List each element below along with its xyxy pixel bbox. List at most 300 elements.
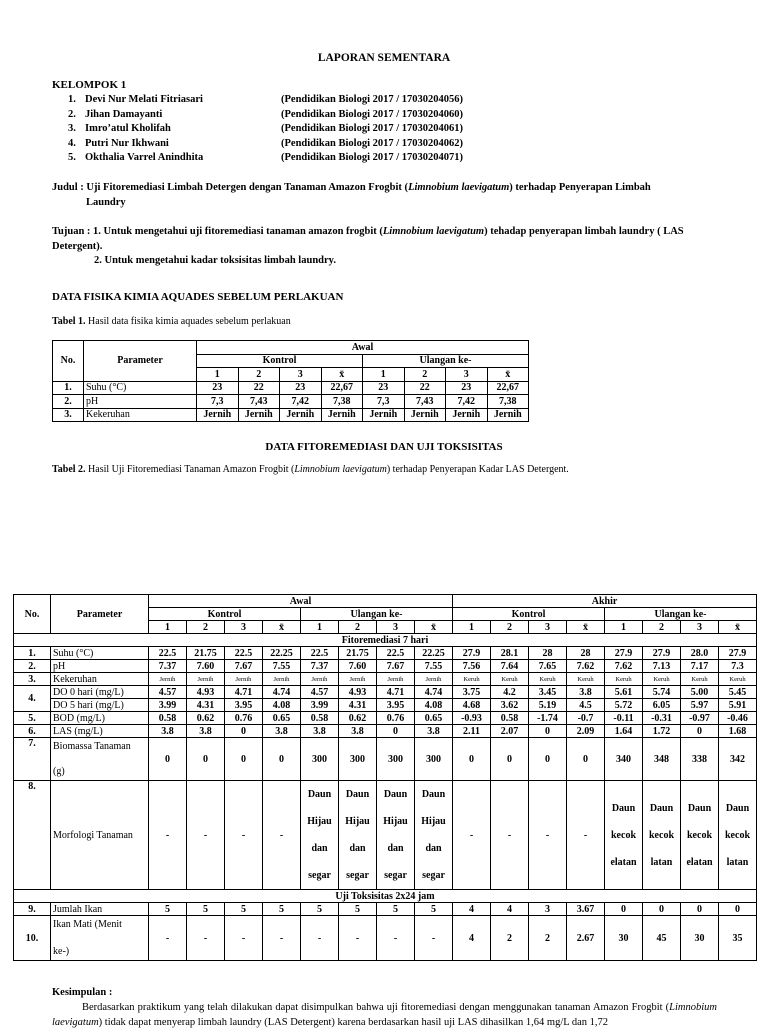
data-cell: Keruh bbox=[567, 673, 605, 686]
sub-header: x̄ bbox=[719, 621, 757, 634]
data-cell: 1.64 bbox=[605, 725, 643, 738]
data-line: kecok bbox=[725, 829, 750, 841]
section-label: Uji Toksisitas 2x24 jam bbox=[14, 890, 757, 903]
member-name: Okthalia Varrel Anindhita bbox=[85, 152, 204, 163]
data-cell: 21.75 bbox=[187, 647, 225, 660]
table-row bbox=[14, 781, 757, 890]
data-cell: -0.46 bbox=[719, 712, 757, 725]
sub-header: 3 bbox=[529, 621, 567, 634]
col-header-kontrol: Kontrol bbox=[453, 608, 605, 621]
sub-header: 2 bbox=[187, 621, 225, 634]
col-header-ulangan: Ulangan ke- bbox=[363, 354, 529, 368]
row-number: 9. bbox=[14, 903, 51, 916]
table-row bbox=[14, 647, 757, 660]
data-cell: 4.93 bbox=[187, 686, 225, 699]
table-row bbox=[14, 660, 757, 673]
row-parameter: DO 0 hari (mg/L) bbox=[51, 686, 149, 699]
data-cell: - bbox=[149, 916, 187, 961]
data-cell: 22 bbox=[238, 381, 280, 395]
data-cell: 22 bbox=[404, 381, 446, 395]
sub-header: 1 bbox=[197, 368, 239, 382]
data-cell: 22,67 bbox=[487, 381, 529, 395]
data-cell: 45 bbox=[643, 916, 681, 961]
data-cell bbox=[149, 781, 187, 890]
data-cell: Jernih bbox=[197, 408, 239, 422]
table1-caption bbox=[52, 316, 291, 327]
data-cell: 0.76 bbox=[377, 712, 415, 725]
data-cell: 3.62 bbox=[491, 699, 529, 712]
data-cell: 7,43 bbox=[238, 395, 280, 409]
data-cell: 4.57 bbox=[149, 686, 187, 699]
species-name: Limnobium laevigatum bbox=[408, 182, 510, 193]
data-cell: 5.74 bbox=[643, 686, 681, 699]
data-cell: 300 bbox=[415, 738, 453, 781]
data-cell: 7.37 bbox=[301, 660, 339, 673]
sub-header: 1 bbox=[453, 621, 491, 634]
data-cell: 300 bbox=[301, 738, 339, 781]
data-cell: Jernih bbox=[263, 673, 301, 686]
data-cell: 3.8 bbox=[187, 725, 225, 738]
data-cell: 4.74 bbox=[263, 686, 301, 699]
row-number: 10. bbox=[14, 916, 51, 961]
caption-text: Hasil Uji Fitoremediasi Tanaman Amazon Frogbit ( bbox=[85, 464, 295, 475]
data-cell bbox=[529, 781, 567, 890]
data-cell: 0.62 bbox=[339, 712, 377, 725]
data-cell: 348 bbox=[643, 738, 681, 781]
data-cell: 0 bbox=[681, 725, 719, 738]
data-cell: 5 bbox=[377, 903, 415, 916]
data-cell: 338 bbox=[681, 738, 719, 781]
row-parameter: Kekeruhan bbox=[51, 673, 149, 686]
data-cell: 7.13 bbox=[643, 660, 681, 673]
tujuan-text: Tujuan : 1. Untuk mengetahui uji fitoremediasi tanaman amazon frogbit ( bbox=[52, 226, 383, 237]
row-number: 3. bbox=[53, 408, 84, 422]
data-cell: 0 bbox=[225, 738, 263, 781]
data-cell: 0 bbox=[453, 738, 491, 781]
data-cell: -0.7 bbox=[567, 712, 605, 725]
data-line: - bbox=[583, 829, 588, 841]
data-cell: 5 bbox=[415, 903, 453, 916]
data-cell: 7.56 bbox=[453, 660, 491, 673]
data-cell bbox=[567, 781, 605, 890]
data-cell: 30 bbox=[681, 916, 719, 961]
col-header-kontrol: Kontrol bbox=[149, 608, 301, 621]
member-program: (Pendidikan Biologi 2017 / 17030204060) bbox=[281, 108, 464, 120]
member-program: (Pendidikan Biologi 2017 / 17030204071) bbox=[281, 152, 464, 163]
param-line-1: Ikan Mati (Menit bbox=[53, 919, 122, 930]
data-cell: 0 bbox=[605, 903, 643, 916]
data-cell: 7.60 bbox=[339, 660, 377, 673]
data-cell: 0 bbox=[643, 903, 681, 916]
data-line: Daun bbox=[383, 789, 408, 800]
species-name: Limnobium laevigatum bbox=[52, 1002, 717, 1028]
data-cell: Keruh bbox=[605, 673, 643, 686]
param-line-2: (g) bbox=[53, 766, 65, 777]
tujuan-line2: 2. Untuk mengetahui kadar toksisitas limbah laundry. bbox=[94, 255, 336, 266]
data-cell: 4.71 bbox=[377, 686, 415, 699]
data-cell: Jernih bbox=[280, 408, 322, 422]
data-cell: 27.9 bbox=[453, 647, 491, 660]
row-parameter bbox=[51, 916, 149, 961]
data-cell: 22,67 bbox=[321, 381, 363, 395]
data-cell: -0.97 bbox=[681, 712, 719, 725]
data-cell: Jernih bbox=[149, 673, 187, 686]
data-cell: 0 bbox=[681, 903, 719, 916]
data-cell: 5.72 bbox=[605, 699, 643, 712]
data-cell: Jernih bbox=[377, 673, 415, 686]
sub-header: 2 bbox=[643, 621, 681, 634]
data-line: dan bbox=[425, 843, 442, 854]
data-cell: 1.72 bbox=[643, 725, 681, 738]
data-cell: Jernih bbox=[321, 408, 363, 422]
data-line: Daun bbox=[649, 802, 674, 814]
data-cell: 30 bbox=[605, 916, 643, 961]
table-1 bbox=[52, 340, 529, 422]
data-cell: 7.65 bbox=[529, 660, 567, 673]
sub-header: 2 bbox=[404, 368, 446, 382]
data-cell bbox=[225, 781, 263, 890]
data-cell: 22.5 bbox=[225, 647, 263, 660]
data-cell: 0.62 bbox=[187, 712, 225, 725]
data-cell: 5 bbox=[339, 903, 377, 916]
data-cell: 0 bbox=[263, 738, 301, 781]
sub-header: 1 bbox=[605, 621, 643, 634]
sub-header: x̄ bbox=[567, 621, 605, 634]
table-2 bbox=[13, 594, 757, 961]
data-cell: 27.9 bbox=[605, 647, 643, 660]
sub-header: 2 bbox=[339, 621, 377, 634]
data-cell: 0.58 bbox=[491, 712, 529, 725]
section-heading-1: DATA FISIKA KIMIA AQUADES SEBELUM PERLAKUAN bbox=[52, 291, 344, 303]
row-number: 2. bbox=[14, 660, 51, 673]
row-number: 8. bbox=[14, 781, 51, 890]
data-cell: - bbox=[263, 916, 301, 961]
table-row bbox=[53, 395, 529, 409]
data-cell: 3.8 bbox=[263, 725, 301, 738]
data-cell: 3 bbox=[529, 903, 567, 916]
sub-header: x̄ bbox=[415, 621, 453, 634]
data-cell: 7,43 bbox=[404, 395, 446, 409]
data-line: Daun bbox=[725, 802, 750, 814]
table-row bbox=[53, 381, 529, 395]
data-cell: 4.31 bbox=[187, 699, 225, 712]
data-cell: 3.45 bbox=[529, 686, 567, 699]
section-heading-2: DATA FITOREMEDIASI DAN UJI TOKSISITAS bbox=[265, 441, 503, 453]
data-cell: 0 bbox=[719, 903, 757, 916]
data-cell: 0 bbox=[567, 738, 605, 781]
data-cell: 4 bbox=[491, 903, 529, 916]
member-program: (Pendidikan Biologi 2017 / 17030204062) bbox=[281, 137, 464, 149]
data-cell: 342 bbox=[719, 738, 757, 781]
col-header-kontrol: Kontrol bbox=[197, 354, 363, 368]
row-number: 6. bbox=[14, 725, 51, 738]
data-cell: 7,42 bbox=[280, 395, 322, 409]
row-parameter: Suhu (°C) bbox=[84, 381, 197, 395]
data-line: - bbox=[165, 829, 170, 841]
data-cell: 7,38 bbox=[487, 395, 529, 409]
data-cell: 23 bbox=[280, 381, 322, 395]
data-cell: 3.99 bbox=[301, 699, 339, 712]
sub-header: 1 bbox=[301, 621, 339, 634]
table-row bbox=[14, 686, 757, 699]
data-cell: 22.5 bbox=[377, 647, 415, 660]
sub-header: x̄ bbox=[321, 368, 363, 382]
caption-label: Tabel 1. bbox=[52, 316, 86, 327]
caption-text-end: ) terhadap Penyerapan Kadar LAS Detergent. bbox=[386, 464, 569, 475]
data-cell: 3.95 bbox=[225, 699, 263, 712]
data-cell: 23 bbox=[197, 381, 239, 395]
data-cell: 21.75 bbox=[339, 647, 377, 660]
row-number: 2. bbox=[53, 395, 84, 409]
row-number: 4. bbox=[14, 686, 51, 712]
data-line: Hijau bbox=[307, 816, 332, 827]
data-line: Daun bbox=[345, 789, 370, 800]
data-cell: 3.8 bbox=[567, 686, 605, 699]
data-cell: 35 bbox=[719, 916, 757, 961]
data-cell: Jernih bbox=[187, 673, 225, 686]
data-cell: 5 bbox=[263, 903, 301, 916]
data-cell bbox=[643, 781, 681, 890]
data-cell: 4.5 bbox=[567, 699, 605, 712]
data-cell: 4.57 bbox=[301, 686, 339, 699]
group-label: KELOMPOK 1 bbox=[52, 79, 127, 91]
data-cell: - bbox=[225, 916, 263, 961]
sub-header: x̄ bbox=[487, 368, 529, 382]
row-parameter: DO 5 hari (mg/L) bbox=[51, 699, 149, 712]
data-cell: -0.93 bbox=[453, 712, 491, 725]
data-cell: 4.74 bbox=[415, 686, 453, 699]
table-row bbox=[14, 712, 757, 725]
data-cell bbox=[453, 781, 491, 890]
data-cell: 0.58 bbox=[149, 712, 187, 725]
data-cell: 5 bbox=[187, 903, 225, 916]
data-cell: 7.62 bbox=[567, 660, 605, 673]
data-line: elatan bbox=[610, 856, 637, 868]
col-header-awal: Awal bbox=[149, 595, 453, 608]
data-cell: 300 bbox=[377, 738, 415, 781]
data-cell: 27.9 bbox=[643, 647, 681, 660]
row-parameter: Kekeruhan bbox=[84, 408, 197, 422]
conclusion-paragraph bbox=[52, 1001, 717, 1030]
col-header-akhir: Akhir bbox=[453, 595, 757, 608]
row-parameter: pH bbox=[51, 660, 149, 673]
data-line: - bbox=[203, 829, 208, 841]
table-row bbox=[14, 699, 757, 712]
data-cell: Keruh bbox=[719, 673, 757, 686]
data-cell: 7.55 bbox=[263, 660, 301, 673]
data-cell: 3.8 bbox=[149, 725, 187, 738]
member-name: Imro’atul Kholifah bbox=[85, 123, 171, 134]
table-row bbox=[14, 725, 757, 738]
row-number: 1. bbox=[14, 647, 51, 660]
data-line: - bbox=[507, 829, 512, 841]
caption-label: Tabel 2. bbox=[52, 464, 86, 475]
data-cell: 7.37 bbox=[149, 660, 187, 673]
data-cell: 2.11 bbox=[453, 725, 491, 738]
data-cell: 3.67 bbox=[567, 903, 605, 916]
data-line: Hijau bbox=[345, 816, 370, 827]
data-line: elatan bbox=[686, 856, 713, 868]
data-cell: 0 bbox=[529, 725, 567, 738]
conclusion-title: Kesimpulan : bbox=[52, 987, 113, 998]
data-line: Daun bbox=[307, 789, 332, 800]
sub-header: 1 bbox=[363, 368, 405, 382]
data-cell: 7.3 bbox=[719, 660, 757, 673]
data-cell: 7.60 bbox=[187, 660, 225, 673]
data-line: dan bbox=[311, 843, 328, 854]
data-cell: 7.55 bbox=[415, 660, 453, 673]
table-row bbox=[14, 903, 757, 916]
data-cell: 0 bbox=[187, 738, 225, 781]
data-cell: 4.68 bbox=[453, 699, 491, 712]
data-cell: 4.93 bbox=[339, 686, 377, 699]
data-cell: - bbox=[415, 916, 453, 961]
data-cell: 4.08 bbox=[263, 699, 301, 712]
data-line: dan bbox=[387, 843, 404, 854]
data-cell: 2.07 bbox=[491, 725, 529, 738]
data-cell: Keruh bbox=[643, 673, 681, 686]
data-cell: -0.11 bbox=[605, 712, 643, 725]
data-cell: 22.5 bbox=[301, 647, 339, 660]
report-objectives bbox=[52, 225, 717, 269]
data-cell: 0 bbox=[491, 738, 529, 781]
table-row bbox=[53, 408, 529, 422]
data-cell: 28.1 bbox=[491, 647, 529, 660]
data-cell: 22.25 bbox=[263, 647, 301, 660]
data-line: Hijau bbox=[383, 816, 408, 827]
species-name: Limnobium laevigatum bbox=[382, 226, 485, 237]
data-line: segar bbox=[308, 870, 331, 881]
data-cell: - bbox=[301, 916, 339, 961]
data-cell: 5.61 bbox=[605, 686, 643, 699]
data-cell: - bbox=[377, 916, 415, 961]
judul-line2: Laundry bbox=[86, 196, 126, 208]
sub-header: 3 bbox=[225, 621, 263, 634]
row-parameter: pH bbox=[84, 395, 197, 409]
data-line: - bbox=[241, 829, 246, 841]
data-line: Hijau bbox=[421, 816, 446, 827]
data-cell: 5.19 bbox=[529, 699, 567, 712]
row-parameter: Morfologi Tanaman bbox=[51, 781, 149, 890]
data-cell: 7.67 bbox=[377, 660, 415, 673]
data-cell: Jernih bbox=[446, 408, 488, 422]
param-line-1: Biomassa Tanaman bbox=[53, 741, 131, 752]
data-cell: 28 bbox=[567, 647, 605, 660]
data-cell: 23 bbox=[446, 381, 488, 395]
col-header-parameter: Parameter bbox=[84, 341, 197, 382]
data-cell: 28 bbox=[529, 647, 567, 660]
table-row bbox=[14, 916, 757, 961]
data-line: Daun bbox=[611, 802, 636, 814]
col-header-no: No. bbox=[14, 595, 51, 634]
data-cell: 7.62 bbox=[605, 660, 643, 673]
data-cell: Jernih bbox=[301, 673, 339, 686]
data-cell: 4 bbox=[453, 903, 491, 916]
data-line: segar bbox=[384, 870, 407, 881]
col-header-ulangan: Ulangan ke- bbox=[301, 608, 453, 621]
data-cell: -0.31 bbox=[643, 712, 681, 725]
data-cell: 0 bbox=[149, 738, 187, 781]
member-number: 3. bbox=[68, 123, 76, 134]
data-cell: 5.97 bbox=[681, 699, 719, 712]
data-cell: 2 bbox=[491, 916, 529, 961]
sub-header: 3 bbox=[446, 368, 488, 382]
data-line: latan bbox=[726, 856, 749, 868]
member-number: 5. bbox=[68, 152, 76, 163]
data-line: - bbox=[545, 829, 550, 841]
data-cell: 23 bbox=[363, 381, 405, 395]
data-line: segar bbox=[422, 870, 445, 881]
data-cell: 22.25 bbox=[415, 647, 453, 660]
table-row bbox=[14, 738, 757, 781]
data-cell: 3.8 bbox=[301, 725, 339, 738]
data-cell: 5 bbox=[225, 903, 263, 916]
data-line: - bbox=[469, 829, 474, 841]
data-cell: 3.95 bbox=[377, 699, 415, 712]
data-cell: 340 bbox=[605, 738, 643, 781]
data-cell: Jernih bbox=[339, 673, 377, 686]
col-header-no: No. bbox=[53, 341, 84, 382]
data-cell: 5 bbox=[149, 903, 187, 916]
section-row bbox=[14, 634, 757, 647]
data-cell: 3.8 bbox=[415, 725, 453, 738]
data-cell: 4.2 bbox=[491, 686, 529, 699]
member-program: (Pendidikan Biologi 2017 / 17030204061) bbox=[281, 123, 464, 134]
sub-header: x̄ bbox=[263, 621, 301, 634]
col-header-awal: Awal bbox=[197, 341, 529, 355]
data-cell: 4.08 bbox=[415, 699, 453, 712]
sub-header: 1 bbox=[149, 621, 187, 634]
data-cell bbox=[415, 781, 453, 890]
section-label: Fitoremediasi 7 hari bbox=[14, 634, 757, 647]
table-row bbox=[14, 673, 757, 686]
data-cell: Keruh bbox=[453, 673, 491, 686]
data-cell: 22.5 bbox=[149, 647, 187, 660]
report-title bbox=[52, 181, 717, 210]
member-name: Putri Nur Ikhwani bbox=[85, 137, 169, 149]
data-cell: 0 bbox=[377, 725, 415, 738]
judul-text: Judul : Uji Fitoremediasi Limbah Detergen dengan Tanaman Amazon Frogbit ( bbox=[52, 182, 409, 193]
row-parameter: Suhu (°C) bbox=[51, 647, 149, 660]
data-cell: - bbox=[339, 916, 377, 961]
data-cell: Keruh bbox=[491, 673, 529, 686]
data-cell: 5.91 bbox=[719, 699, 757, 712]
member-program: (Pendidikan Biologi 2017 / 17030204056) bbox=[281, 94, 464, 105]
data-cell: 7.17 bbox=[681, 660, 719, 673]
data-cell: 300 bbox=[339, 738, 377, 781]
row-number: 1. bbox=[53, 381, 84, 395]
member-number: 1. bbox=[68, 94, 76, 105]
data-cell: 0.58 bbox=[301, 712, 339, 725]
conclusion-text: Berdasarkan praktikum yang telah dilakukan dapat disimpulkan bahwa uji fitoremediasi dengan menggunakan tanaman Amazon Frogbit ( bbox=[82, 1002, 670, 1013]
row-number: 7. bbox=[14, 738, 51, 781]
data-line: dan bbox=[349, 843, 366, 854]
data-cell bbox=[187, 781, 225, 890]
member-name: Jihan Damayanti bbox=[85, 108, 163, 120]
data-cell: 5 bbox=[301, 903, 339, 916]
data-cell bbox=[605, 781, 643, 890]
data-line: latan bbox=[650, 856, 673, 868]
species-name: Limnobium laevigatum bbox=[294, 464, 387, 475]
data-cell bbox=[263, 781, 301, 890]
data-cell bbox=[681, 781, 719, 890]
data-cell: 7.64 bbox=[491, 660, 529, 673]
row-parameter: LAS (mg/L) bbox=[51, 725, 149, 738]
data-cell bbox=[491, 781, 529, 890]
data-cell: 7.67 bbox=[225, 660, 263, 673]
data-cell: 4 bbox=[453, 916, 491, 961]
member-number: 2. bbox=[68, 108, 76, 120]
